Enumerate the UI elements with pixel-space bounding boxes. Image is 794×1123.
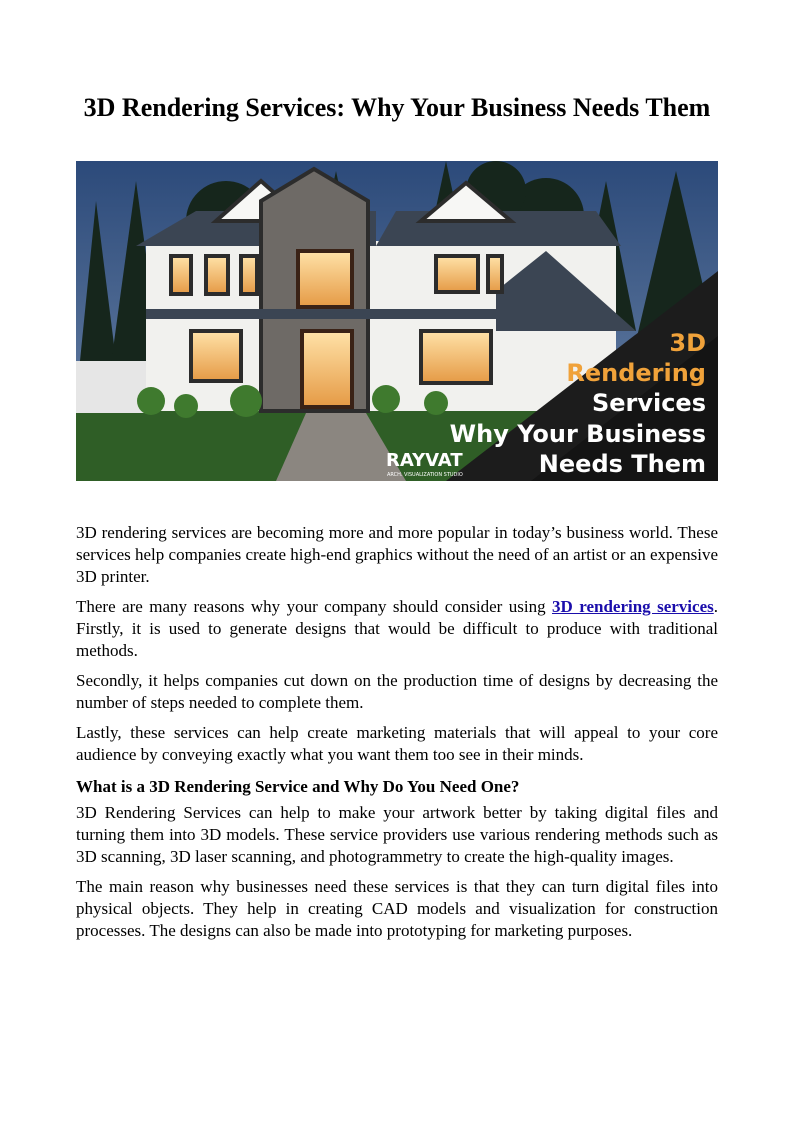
paragraph-6: The main reason why businesses need these services is that they can turn digital files into physical objects. They help in creating CAD models and visualization for construction processes. The designs can also be made into prototyping for marketing purposes. (76, 877, 718, 940)
rayvat-logo-tagline: ARCH. VISUALIZATION STUDIO (387, 472, 463, 478)
paragraph-3: Secondly, it helps companies cut down on the production time of designs by decreasing the number of steps needed to complete them. (76, 671, 718, 712)
section-heading: What is a 3D Rendering Service and Why Do You Need One? (76, 777, 520, 796)
paragraph-2 (76, 596, 718, 662)
hero-overlay-line-5: Needs Them (538, 450, 706, 478)
3d-rendering-services-link[interactable]: 3D rendering services (552, 597, 714, 616)
hero-overlay-line-4: Why Your Business (449, 420, 706, 448)
hero-image (76, 161, 718, 481)
hero-overlay-line-2: Rendering (566, 359, 706, 387)
paragraph-2-after: . Firstly, it is used to generate designs that would be difficult to produce with traditional methods. (76, 597, 718, 660)
hero-overlay-line-1: 3D (669, 329, 706, 357)
hero-overlay-line-3: Services (591, 389, 706, 417)
paragraph-1: 3D rendering services are becoming more and more popular in today’s business world. These services help companies create high-end graphics without the need of an artist or an expensive 3D printer. (76, 523, 718, 586)
paragraph-5: 3D Rendering Services can help to make your artwork better by taking digital files and turning them into 3D models. These service providers use various rendering methods such as 3D scanning, 3D laser scanning, and photogrammetry to create the high-quality images. (76, 803, 718, 866)
paragraph-2-before: There are many reasons why your company should consider using (76, 597, 552, 616)
article-body (76, 522, 718, 950)
paragraph-4: Lastly, these services can help create marketing materials that will appeal to your core audience by conveying exactly what you want them too see in their minds. (76, 723, 718, 764)
hero-illustration (76, 161, 718, 481)
rayvat-logo: RAYVAT (386, 450, 463, 471)
article-title: 3D Rendering Services: Why Your Business Needs Them (83, 93, 711, 122)
